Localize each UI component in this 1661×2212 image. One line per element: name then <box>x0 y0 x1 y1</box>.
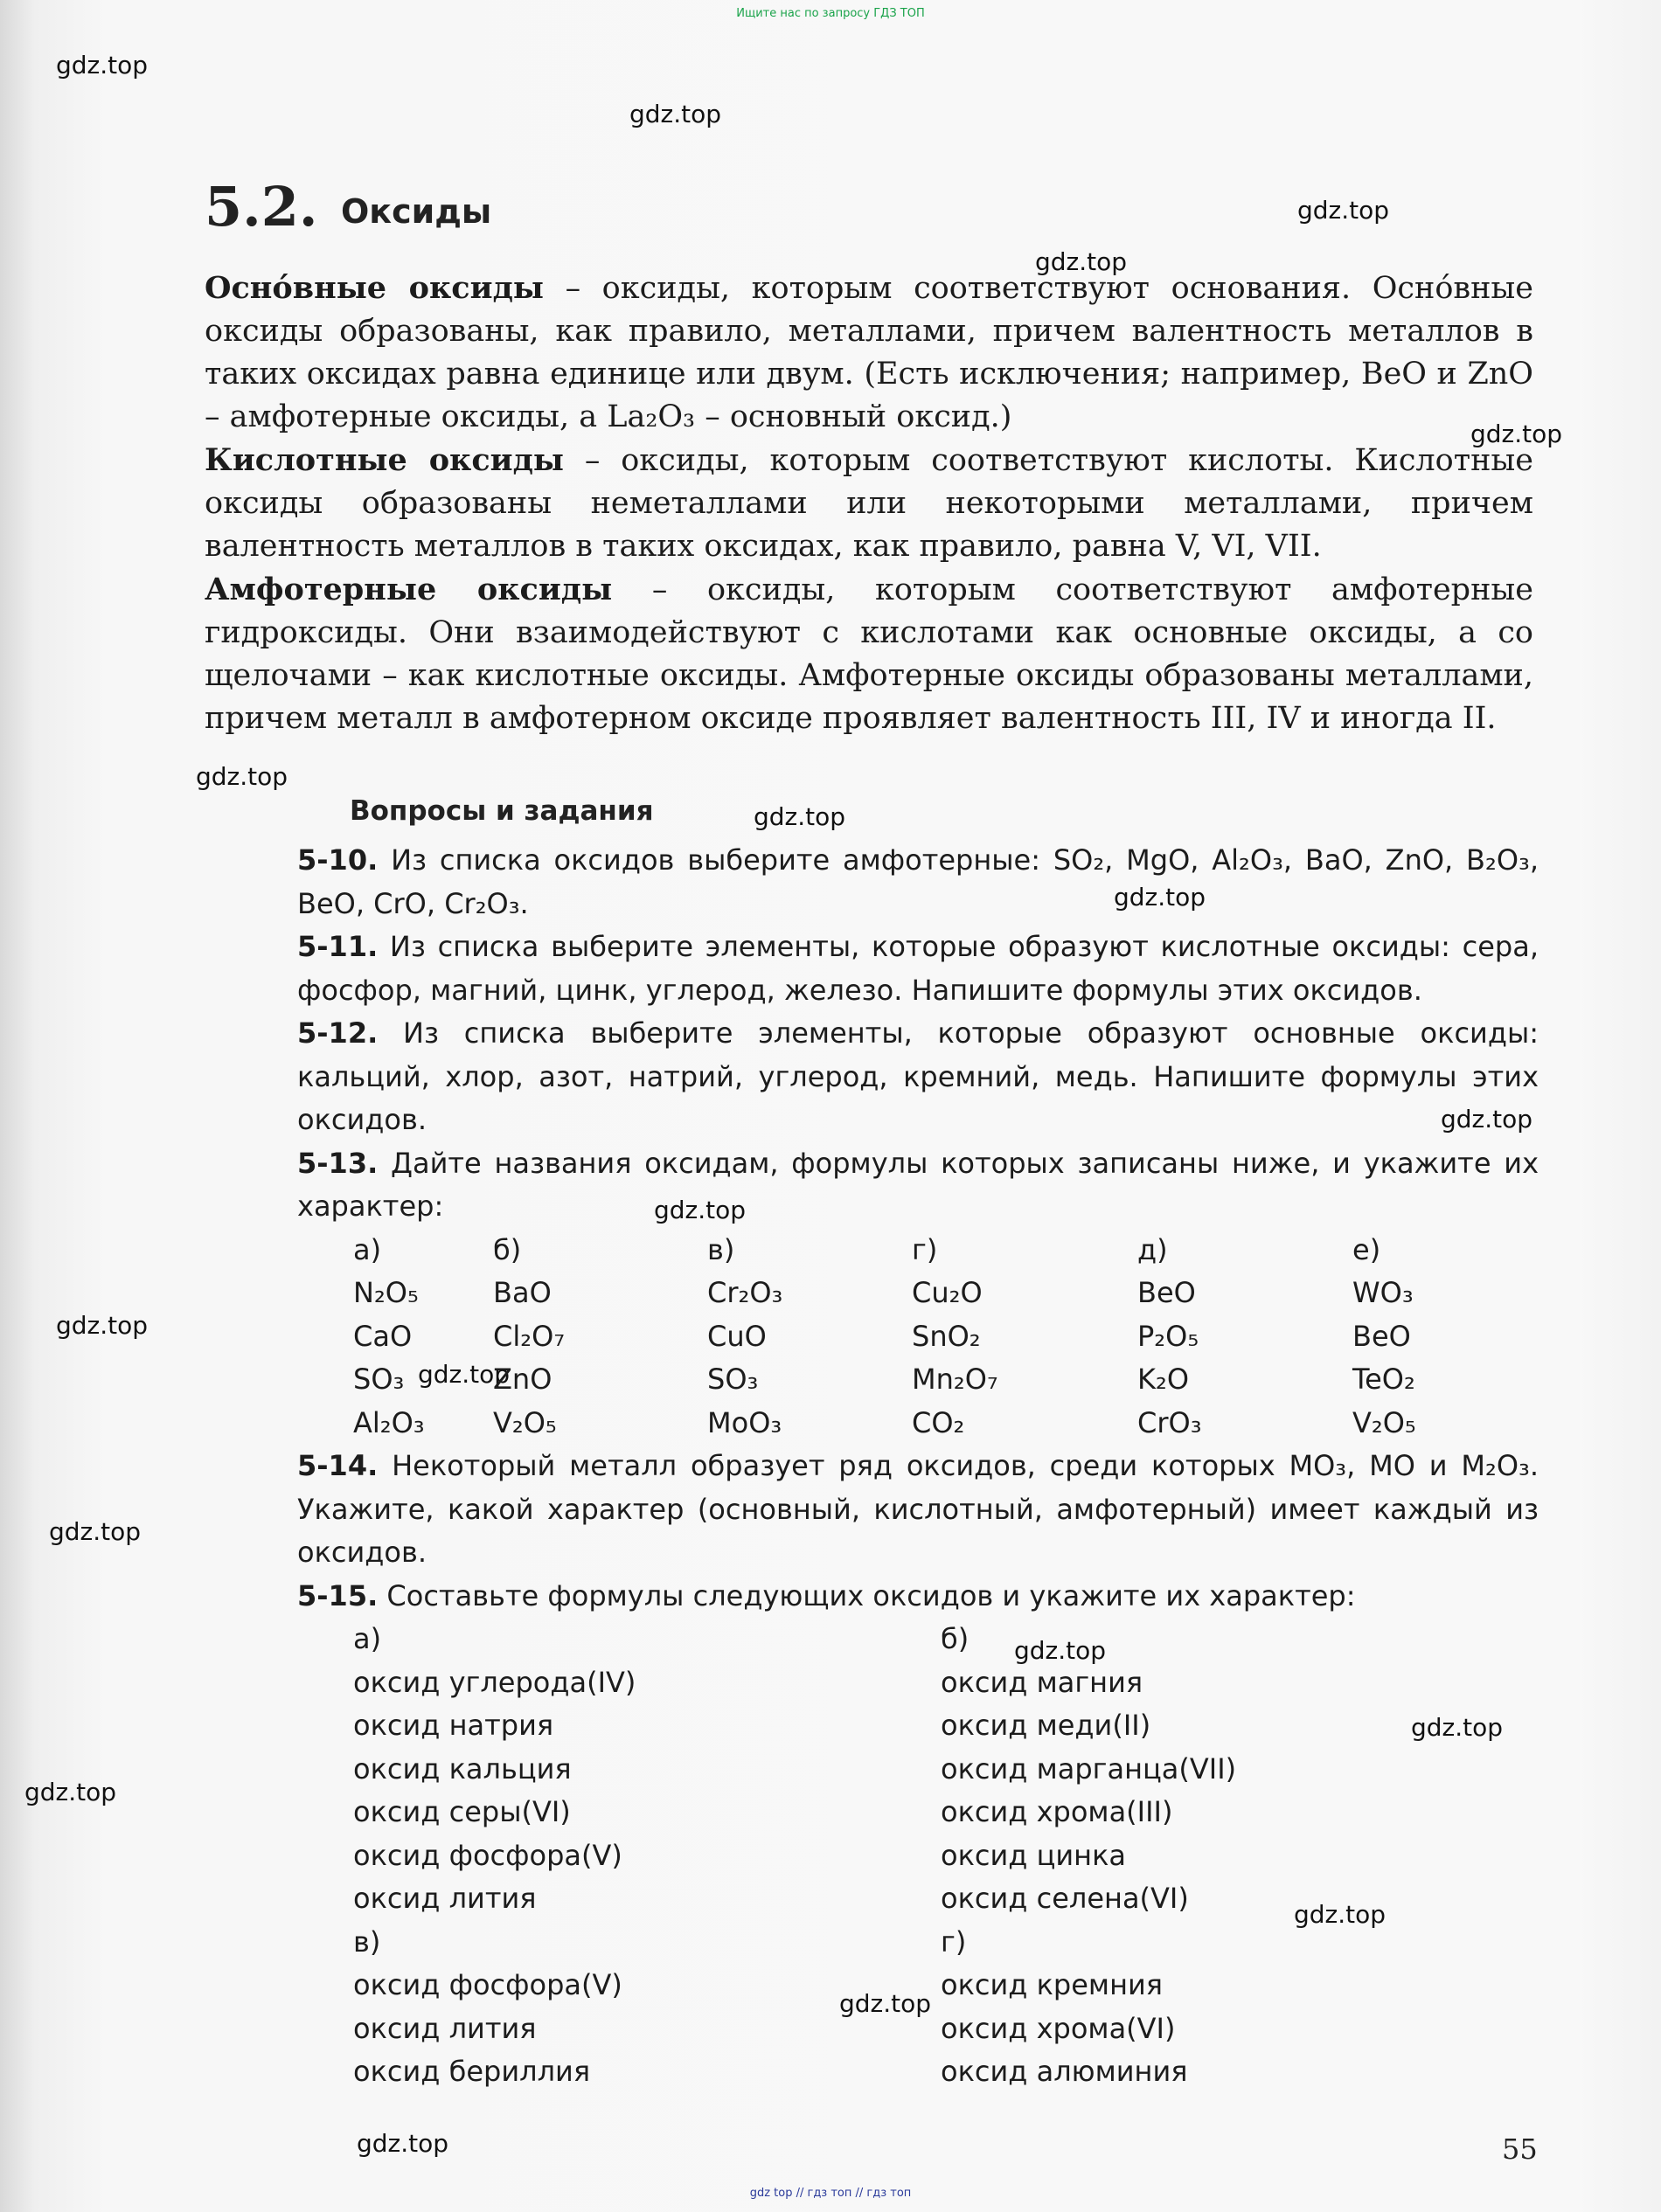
watermark: gdz.top <box>357 2129 449 2158</box>
watermark: gdz.top <box>754 802 846 831</box>
oxide-name: оксид лития <box>353 1882 537 1915</box>
oxide-name: оксид цинка <box>941 1838 1127 1872</box>
formula-cell: SO₃ <box>707 1363 759 1396</box>
column-label: а) <box>353 1622 382 1655</box>
task-text: Из списка выберите элементы, которые образуют кислотные оксиды: сера, фосфор, магний, цинк, углерод, железо. Напишите формулы этих оксидов. <box>297 930 1539 1007</box>
term: Амфотерные оксиды <box>205 572 613 607</box>
watermark: gdz.top <box>654 1196 747 1224</box>
column-label: г) <box>912 1232 938 1266</box>
formula-cell: ZnO <box>493 1363 553 1396</box>
task-number: 5-13. <box>297 1146 379 1180</box>
oxide-name: оксид меди(II) <box>941 1709 1151 1742</box>
task-5-14 <box>297 1445 1539 1575</box>
watermark: gdz.top <box>418 1360 511 1389</box>
task-number: 5-11. <box>297 930 379 963</box>
column-label: б) <box>941 1622 969 1655</box>
watermark: gdz.top <box>1441 1105 1533 1134</box>
formula-cell: BeO <box>1352 1319 1411 1353</box>
task-text: Из списка оксидов выберите амфотерные: SO₂, MgO, Al₂O₃, BaO, ZnO, B₂O₃, BeO, CrO, Cr₂O₃. <box>297 843 1539 920</box>
formula-cell: CaO <box>353 1319 413 1353</box>
watermark: gdz.top <box>56 51 149 80</box>
column-label: е) <box>1352 1232 1381 1266</box>
formula-cell: TeO₂ <box>1352 1363 1415 1396</box>
task-5-12 <box>297 1012 1539 1142</box>
task-list <box>297 839 1539 2094</box>
task-number: 5-10. <box>297 843 379 877</box>
oxide-name: оксид фосфора(V) <box>353 1968 622 2001</box>
bottom-promo-note: gdz top // гдз топ // гдз топ <box>749 2187 912 2200</box>
column-label: д) <box>1137 1232 1168 1266</box>
formula-cell: CO₂ <box>912 1405 965 1439</box>
basic-oxides-paragraph <box>205 267 1533 439</box>
watermark: gdz.top <box>1035 247 1128 276</box>
column-label: б) <box>493 1232 522 1266</box>
acidic-oxides-paragraph <box>205 439 1533 568</box>
formula-cell: V₂O₅ <box>493 1405 557 1439</box>
column-label: г) <box>941 1924 967 1959</box>
oxide-formula-table <box>297 1229 1539 1446</box>
oxide-names-block-2 <box>297 1921 1539 2094</box>
section-title: Оксиды <box>341 192 492 231</box>
questions-heading: Вопросы и задания <box>350 795 654 827</box>
task-5-15 <box>297 1575 1539 1619</box>
task-text: Некоторый металл образует ряд оксидов, среди которых MO₃, MO и M₂O₃. Укажите, какой характер (основный, кислотный, амфотерный) имеет каждый из оксидов. <box>297 1449 1539 1569</box>
formula-cell: BaO <box>493 1276 552 1309</box>
task-number: 5-14. <box>297 1449 379 1482</box>
formula-cell: BeO <box>1137 1276 1196 1309</box>
formula-cell: V₂O₅ <box>1352 1405 1416 1439</box>
oxide-name: оксид серы(VI) <box>353 1795 571 1828</box>
page-number: 55 <box>1502 2132 1538 2166</box>
formula-cell: CrO₃ <box>1137 1405 1202 1439</box>
watermark: gdz.top <box>196 762 288 791</box>
watermark: gdz.top <box>56 1311 149 1340</box>
formula-cell: Al₂O₃ <box>353 1405 425 1439</box>
definition: – оксиды, которым соответствуют кислоты. Кислотные оксиды образованы неметаллами или некоторыми металлами, причем валентность металлов в таких оксидах, как правило, равна V, VI, VII. <box>205 443 1533 564</box>
task-5-13 <box>297 1142 1539 1229</box>
oxide-name: оксид фосфора(V) <box>353 1838 622 1872</box>
definition: – оксиды, которым соответствуют амфотерные гидроксиды. Они взаимодействуют с кислотами как основные оксиды, а со щелочами – как кислотные оксиды. Амфотерные оксиды образованы металлами, причем металл в амфотерном оксиде проявляет валентность III, IV и иногда II. <box>205 572 1533 736</box>
oxide-name: оксид селена(VI) <box>941 1882 1189 1915</box>
task-5-10 <box>297 839 1539 926</box>
oxide-name: оксид кальция <box>353 1751 572 1786</box>
task-text: Составьте формулы следующих оксидов и укажите их характер: <box>378 1578 1356 1612</box>
oxide-name: оксид хрома(III) <box>941 1795 1173 1828</box>
formula-cell: P₂O₅ <box>1137 1319 1199 1353</box>
formula-cell: N₂O₅ <box>353 1276 419 1309</box>
amphoteric-oxides-paragraph <box>205 568 1533 740</box>
term: Кислотные оксиды <box>205 442 565 478</box>
watermark: gdz.top <box>49 1517 142 1546</box>
formula-cell: Mn₂O₇ <box>912 1363 998 1396</box>
watermark: gdz.top <box>1114 883 1206 912</box>
formula-cell: MoO₃ <box>707 1405 782 1439</box>
oxide-names-block-1 <box>297 1618 1539 1921</box>
oxide-name: оксид натрия <box>353 1709 554 1742</box>
watermark: gdz.top <box>1411 1713 1504 1742</box>
oxide-name: оксид бериллия <box>353 2055 591 2088</box>
top-promo-note: Ищите нас по запросу ГДЗ ТОП <box>736 7 925 20</box>
watermark: gdz.top <box>1014 1636 1107 1665</box>
oxide-name: оксид хрома(VI) <box>941 2011 1176 2045</box>
watermark: gdz.top <box>1297 196 1390 225</box>
oxide-name: оксид лития <box>353 2011 537 2045</box>
watermark: gdz.top <box>1294 1900 1386 1929</box>
theory-text <box>205 267 1533 740</box>
term: Осно́вные оксиды <box>205 270 544 306</box>
watermark: gdz.top <box>1470 420 1563 448</box>
watermark: gdz.top <box>839 1989 932 2018</box>
column-label: в) <box>707 1232 735 1266</box>
oxide-name: оксид кремния <box>941 1968 1164 2001</box>
formula-cell: WO₃ <box>1352 1276 1414 1309</box>
oxide-name: оксид углерода(IV) <box>353 1665 636 1699</box>
formula-cell: CuO <box>707 1319 767 1353</box>
formula-cell: Cu₂O <box>912 1276 983 1309</box>
formula-cell: SnO₂ <box>912 1319 981 1353</box>
oxide-name: оксид магния <box>941 1665 1143 1699</box>
watermark: gdz.top <box>629 100 722 128</box>
task-5-11 <box>297 926 1539 1012</box>
task-number: 5-12. <box>297 1016 379 1050</box>
task-text: Из списка выберите элементы, которые образуют основные оксиды: кальций, хлор, азот, натрий, углерод, кремний, медь. Напишите формулы этих оксидов. <box>297 1016 1539 1136</box>
oxide-name: оксид марганца(VII) <box>941 1751 1237 1786</box>
formula-cell: SO₃ <box>353 1363 405 1396</box>
task-number: 5-15. <box>297 1578 379 1612</box>
formula-cell: Cr₂O₃ <box>707 1276 783 1309</box>
formula-cell: Cl₂O₇ <box>493 1319 566 1353</box>
watermark: gdz.top <box>24 1778 117 1806</box>
section-number: 5.2. <box>205 175 318 239</box>
definition: – оксиды, которым соответствуют основания. Осно́вные оксиды образованы, как правило, металлами, причем валентность металлов в таких оксидах равна единице или двум. (Есть исключения; например, BeO и ZnO – амфотерные оксиды, а La₂O₃ – основный оксид.) <box>205 271 1533 434</box>
column-label: а) <box>353 1232 382 1266</box>
task-text: Дайте названия оксидам, формулы которых записаны ниже, и укажите их характер: <box>297 1146 1539 1223</box>
oxide-name: оксид алюминия <box>941 2055 1188 2088</box>
formula-cell: K₂O <box>1137 1363 1189 1396</box>
column-label: в) <box>353 1924 381 1959</box>
